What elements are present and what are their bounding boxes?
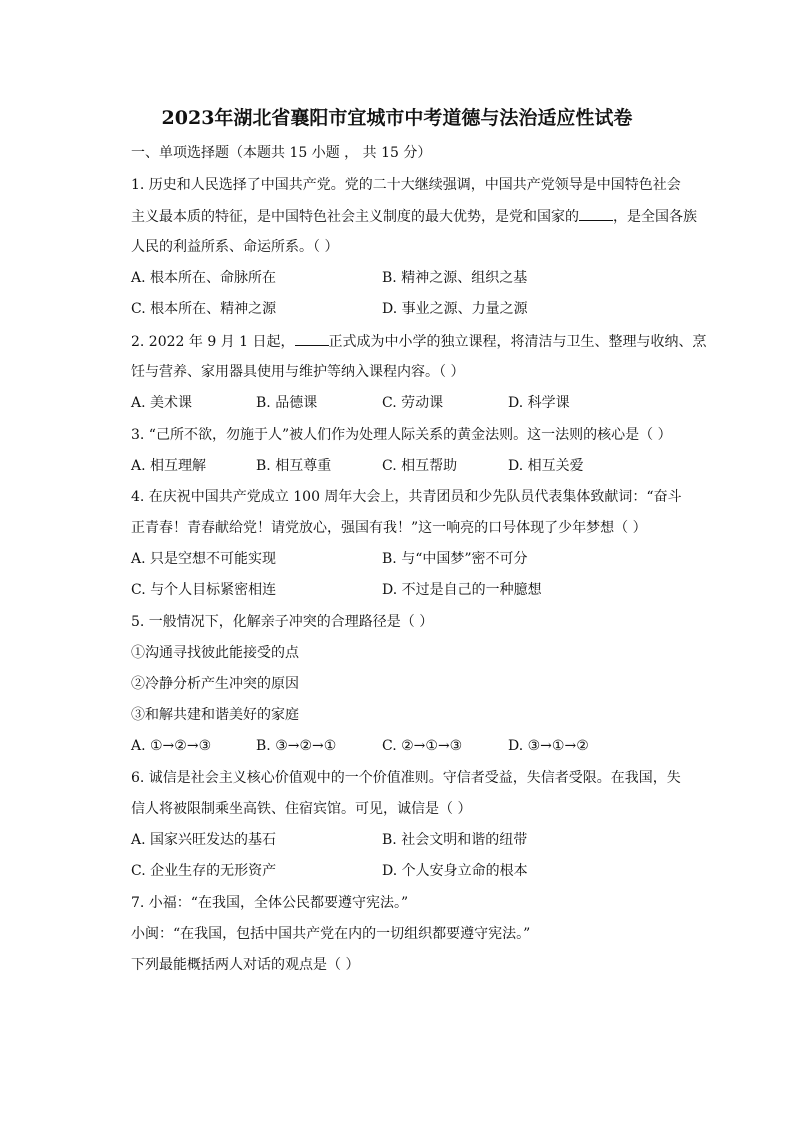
q1-option-a[interactable]: A. 根本所在、命脉所在 — [131, 270, 277, 286]
q2-blank — [295, 331, 329, 346]
q3-options-row — [131, 456, 691, 476]
q4-options-row-2 — [131, 580, 691, 600]
q5-option-b[interactable]: B. ③→②→① — [256, 738, 337, 754]
q6-option-b[interactable]: B. 社会文明和谐的纽带 — [382, 832, 528, 848]
q1-line-2-text-a: 主义最本质的特征，是中国特色社会主义制度的最大优势，是党和国家的 — [131, 209, 579, 225]
q3-option-b[interactable]: B. 相互尊重 — [256, 458, 332, 474]
q1-line-2-text-b: ，是全国各族 — [613, 209, 697, 225]
page-title: 2023年湖北省襄阳市宜城市中考道德与法治适应性试卷 — [161, 107, 633, 129]
q5-item-1: ①沟通寻找彼此能接受的点 — [131, 645, 299, 661]
q4-line-2: 正青春！青春献给党！请党放心，强国有我！”这一响亮的口号体现了少年梦想（ ） — [131, 520, 647, 536]
q1-options-row-2 — [131, 299, 691, 319]
q3-option-d[interactable]: D. 相互关爱 — [508, 458, 584, 474]
q5-options-row — [131, 736, 691, 756]
q2-option-b[interactable]: B. 品德课 — [256, 395, 318, 411]
q1-options-row-1 — [131, 268, 691, 288]
section-heading: 一、单项选择题（本题共 15 小题 ， 共 15 分） — [131, 145, 432, 161]
q5-item-3: ③和解共建和谐美好的家庭 — [131, 707, 299, 723]
q6-option-a[interactable]: A. 国家兴旺发达的基石 — [131, 832, 277, 848]
q5-line-1: 5. 一般情况下，化解亲子冲突的合理路径是（ ） — [131, 614, 434, 630]
q2-options-row — [131, 393, 691, 413]
q7-line-2: 小闽：“在我国，包括中国共产党在内的一切组织都要遵守宪法。” — [131, 926, 531, 942]
q2-option-d[interactable]: D. 科学课 — [508, 395, 570, 411]
q6-line-2: 信人将被限制乘坐高铁、住宿宾馆。可见，诚信是（ ） — [131, 801, 472, 817]
q4-option-c[interactable]: C. 与个人目标紧密相连 — [131, 582, 277, 598]
q4-option-a[interactable]: A. 只是空想不可能实现 — [131, 551, 277, 567]
q7-line-1: 7. 小福：“在我国，全体公民都要遵守宪法。” — [131, 895, 409, 911]
q2-line-1-text-b: 正式成为中小学的独立课程，将清洁与卫生、整理与收纳、烹 — [328, 334, 707, 350]
q4-line-1: 4. 在庆祝中国共产党成立 100 周年大会上，共青团员和少先队员代表集体致献词：“奋斗 — [131, 489, 682, 505]
q3-option-c[interactable]: C. 相互帮助 — [382, 458, 458, 474]
q6-options-row-1 — [131, 830, 691, 850]
q3-line-1: 3. “己所不欲，勿施于人”被人们作为处理人际关系的黄金法则。这一法则的核心是（ ） — [131, 427, 672, 443]
q1-line-3: 人民的利益所系、命运所系。（ ） — [131, 239, 339, 255]
q4-option-d[interactable]: D. 不过是自己的一种臆想 — [382, 582, 542, 598]
q1-blank — [579, 206, 613, 221]
q2-option-a[interactable]: A. 美术课 — [131, 395, 193, 411]
q5-option-c[interactable]: C. ②→①→③ — [382, 738, 463, 754]
q6-option-d[interactable]: D. 个人安身立命的根本 — [382, 863, 528, 879]
q6-option-c[interactable]: C. 企业生存的无形资产 — [131, 863, 277, 879]
q2-line-2: 饪与营养、家用器具使用与维护等纳入课程内容。（ ） — [131, 364, 465, 380]
q5-option-d[interactable]: D. ③→①→② — [508, 738, 589, 754]
q1-line-1: 1. 历史和人民选择了中国共产党。党的二十大继续强调，中国共产党领导是中国特色社会 — [131, 177, 681, 193]
q4-option-b[interactable]: B. 与“中国梦”密不可分 — [382, 551, 528, 567]
q2-option-c[interactable]: C. 劳动课 — [382, 395, 444, 411]
q3-option-a[interactable]: A. 相互理解 — [131, 458, 207, 474]
q1-option-d[interactable]: D. 事业之源、力量之源 — [382, 301, 528, 317]
q4-options-row-1 — [131, 549, 691, 569]
q1-line-2 — [131, 206, 697, 227]
q6-line-1: 6. 诚信是社会主义核心价值观中的一个价值准则。守信者受益，失信者受限。在我国，失 — [131, 770, 681, 786]
q2-line-1-text-a: 2. 2022 年 9 月 1 日起， — [131, 334, 295, 350]
q1-option-c[interactable]: C. 根本所在、精神之源 — [131, 301, 277, 317]
q5-option-a[interactable]: A. ①→②→③ — [131, 738, 212, 754]
q7-line-3: 下列最能概括两人对话的观点是（ ） — [131, 957, 360, 973]
q5-item-2: ②冷静分析产生冲突的原因 — [131, 676, 299, 692]
q1-option-b[interactable]: B. 精神之源、组织之基 — [382, 270, 528, 286]
q2-line-1 — [131, 331, 707, 352]
q6-options-row-2 — [131, 861, 691, 881]
